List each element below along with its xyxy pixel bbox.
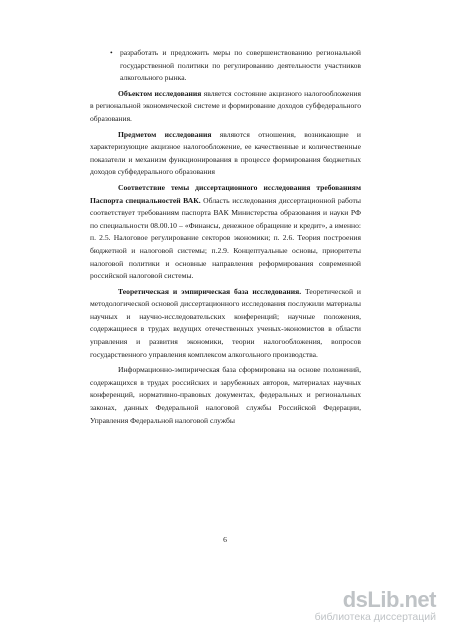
page-number: 6 bbox=[223, 535, 227, 544]
bullet-icon: • bbox=[110, 48, 113, 57]
object-text: является состояние акцизного налогообложения в региональной экономической системе и формирование доходов субфедерального образования. bbox=[90, 88, 361, 123]
specialty-label: Соответствие темы диссертационного исследования требованиям Паспорта специальностей ВАК. bbox=[90, 182, 361, 205]
object-paragraph bbox=[90, 88, 361, 126]
specialty-paragraph bbox=[90, 182, 361, 283]
theory-paragraph bbox=[90, 286, 361, 362]
theory-label: Теоретическая и эмпирическая база исследования. bbox=[118, 286, 302, 296]
page-text bbox=[90, 47, 361, 427]
subject-paragraph bbox=[90, 129, 361, 179]
watermark-logo: dsLib.net bbox=[342, 587, 436, 612]
bullet-text: разработать и предложить меры по совершенствованию региональной государственной политики по регулированию деятельности участников алкогольного рынка. bbox=[120, 48, 361, 83]
subject-label: Предметом исследования bbox=[118, 129, 212, 139]
watermark bbox=[315, 587, 436, 623]
subject-text: являются отношения, возникающие и характеризующие акцизное налогообложение, ее качественные и количественные показатели и механизм функционирования в процессе формирования бюджетных доходов субфедерального образования bbox=[90, 129, 361, 177]
object-label: Объектом исследования bbox=[118, 88, 202, 98]
bullet-paragraph bbox=[90, 47, 361, 85]
watermark-subtitle: библиотека диссертаций bbox=[314, 611, 436, 623]
specialty-text: Область исследования диссертационной работы соответствует требованиям паспорта ВАК Министерства образования и науки РФ по специальности 08.00.10 – «Финансы, денежное обращение и кредит», а именно: п. 2.5. Налоговое регулирование секторов экономики; п. 2.6. Теория построения бюджетной и налоговой системы; п.2.9. Концептуальные основы, приоритеты налоговой политики и основные направления реформирования современной российской налоговой системы. bbox=[90, 195, 361, 281]
empirical-paragraph: Информационно-эмпирическая база сформирована на основе положений, содержащихся в трудах российских и зарубежных авторов, материалах научных конференций, нормативно-правовых документах, федеральных и региональных законах, данных Федеральной налоговой службы Российской Федерации, Управления Федеральной налоговой службы bbox=[90, 365, 361, 425]
theory-text: Теоретической и методологической основой диссертационного исследования послужили материалы научных и научно-исследовательских конференций; научные положения, содержащиеся в трудах ведущих отечественных ученых-экономистов в области управления и развития экономики, теории налогообложения, вопросов государственного управления комплексом алкогольного производства. bbox=[90, 286, 361, 359]
